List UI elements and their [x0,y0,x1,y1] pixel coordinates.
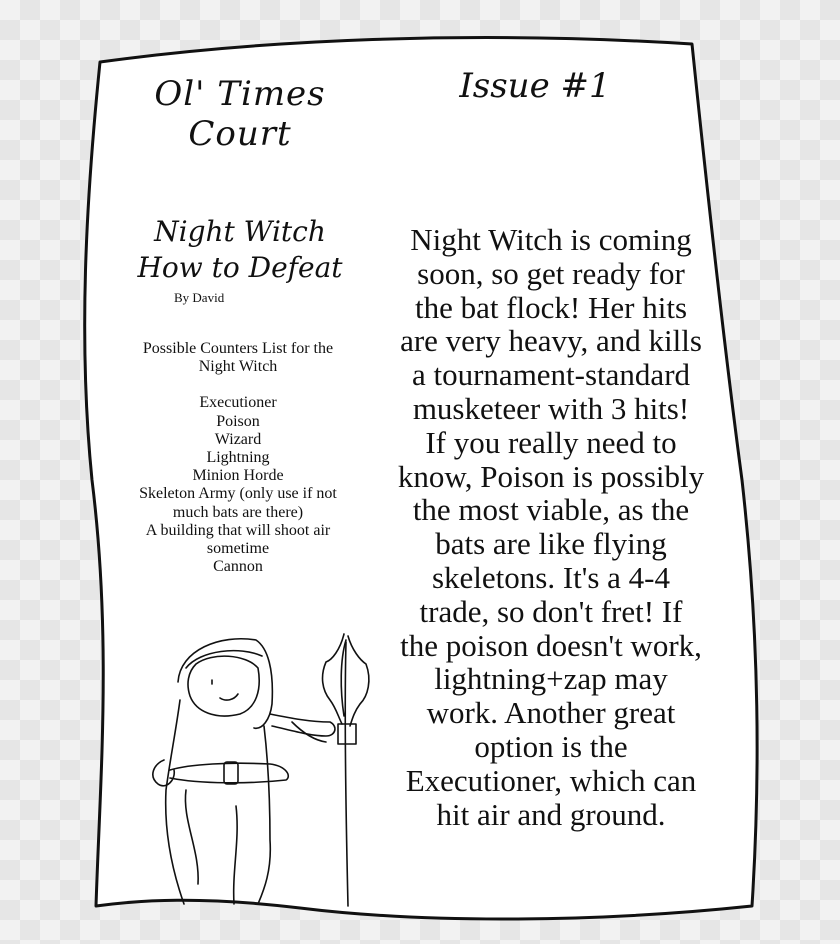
body-line: hit air and ground. [436,796,666,832]
newspaper-title-line2: Court [188,114,292,154]
counters-spacer [110,376,366,394]
issue-number: Issue #1 [459,66,611,106]
body-line: bats are like flying [435,526,667,562]
counter-item: A building that will shoot air [145,521,331,539]
body-line: the poison doesn't work, [400,627,702,663]
counter-item: Minion Horde [192,467,284,485]
counter-item: sometime [206,540,270,558]
counter-item: Executioner [199,394,277,412]
counter-item: Poison [216,412,260,430]
counters-heading-line1: Possible Counters List for the [142,340,334,357]
article-title-line1: Night Witch [154,215,326,248]
body-line: soon, so get ready for [417,255,685,291]
body-line: know, Poison is possibly [397,458,705,494]
counters-list [110,340,366,576]
body-line: Executioner, which can [405,762,697,798]
article-body [366,223,736,831]
counter-item: Lightning [206,449,270,467]
body-line: skeletons. It's a 4-4 [431,559,671,595]
counters-heading-line2: Night Witch [198,358,278,376]
article-byline: By David [174,290,225,305]
body-line: option is the [474,728,628,764]
body-line: the bat flock! Her hits [414,289,688,325]
newspaper-title-line1: Ol' Times [154,74,326,114]
body-line: work. Another great [426,695,676,731]
body-line: Night Witch is coming [410,222,692,257]
counter-item: Wizard [214,430,262,448]
counter-item: Cannon [213,558,263,576]
body-line: trade, so don't fret! If [419,593,683,629]
newspaper-title [140,74,340,154]
article-title [120,214,360,286]
body-line: musketeer with 3 hits! [412,390,690,426]
body-line: the most viable, as the [412,492,690,528]
counter-item: much bats are there) [172,503,304,521]
body-line: lightning+zap may [434,661,668,697]
article-title-line2: How to Defeat [137,251,343,284]
body-line: are very heavy, and kills [400,323,702,359]
body-line: a tournament-standard [411,357,691,393]
body-line: If you really need to [425,424,677,460]
counter-item: Skeleton Army (only use if not [139,485,337,503]
